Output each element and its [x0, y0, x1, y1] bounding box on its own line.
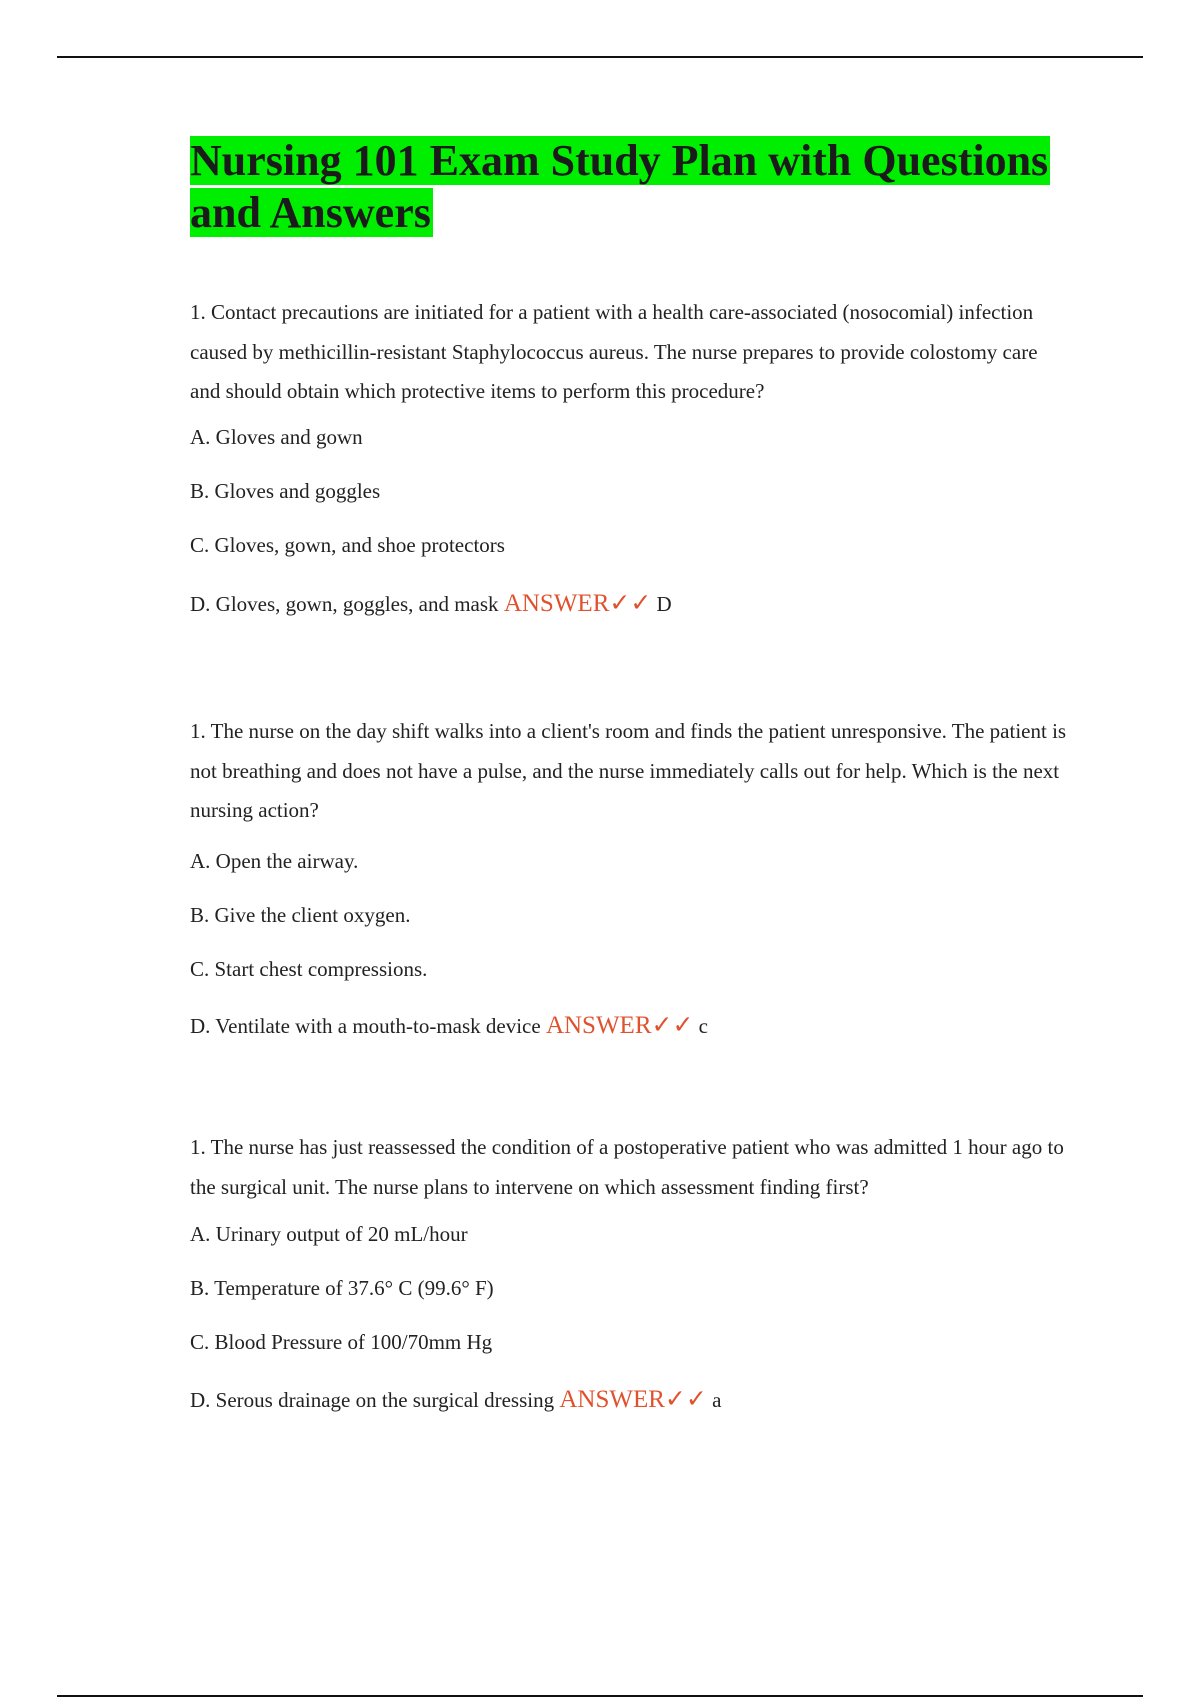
- document-page: [190, 135, 1070, 239]
- answer-label: ANSWER✓✓: [545, 1012, 694, 1039]
- option-c: C. Gloves, gown, and shoe protectors: [190, 533, 505, 557]
- option-b: B. Give the client oxygen.: [190, 903, 411, 927]
- option-d-text: D. Ventilate with a mouth-to-mask device: [190, 1014, 541, 1038]
- option-b: B. Temperature of 37.6° C (99.6° F): [190, 1276, 494, 1300]
- document-title: [190, 135, 1070, 239]
- answer-label: ANSWER✓✓: [559, 1386, 707, 1413]
- answer-value: a: [712, 1388, 722, 1412]
- question-block: [190, 293, 1070, 617]
- question-text: 1. The nurse on the day shift walks into a client's room and finds the patient unresponsive. The patient is not breathing and does not have a pulse, and the nurse immediately calls out for help. Which is the next nursing action?: [190, 719, 1067, 822]
- question-block: [190, 712, 1070, 1039]
- option-c: C. Start chest compressions.: [190, 957, 428, 981]
- option-a: A. Urinary output of 20 mL/hour: [190, 1222, 468, 1246]
- top-rule: [57, 56, 1143, 58]
- option-d: [190, 590, 672, 618]
- option-b: B. Gloves and goggles: [190, 479, 381, 503]
- question-block: [190, 1128, 1070, 1413]
- option-d: [190, 1012, 708, 1040]
- answer-value: D: [656, 592, 672, 616]
- answer-value: c: [698, 1014, 708, 1038]
- title-highlight: Nursing 101 Exam Study Plan with Questions and Answers: [190, 136, 1049, 237]
- bottom-rule: [57, 1695, 1143, 1697]
- answer-label: ANSWER✓✓: [503, 590, 652, 617]
- option-a: A. Open the airway.: [190, 849, 359, 873]
- question-text: 1. Contact precautions are initiated for a patient with a health care-associated (nosocomial) infection caused by methicillin-resistant Staphylococcus aureus. The nurse prepares to provide colostomy care and should obtain which protective items to perform this procedure?: [190, 300, 1038, 403]
- option-d: [190, 1386, 721, 1414]
- option-a: A. Gloves and gown: [190, 425, 363, 449]
- option-d-text: D. Serous drainage on the surgical dressing: [190, 1388, 555, 1412]
- question-text: 1. The nurse has just reassessed the condition of a postoperative patient who was admitted 1 hour ago to the surgical unit. The nurse plans to intervene on which assessment finding first?: [190, 1135, 1064, 1199]
- option-c: C. Blood Pressure of 100/70mm Hg: [190, 1330, 493, 1354]
- option-d-text: D. Gloves, gown, goggles, and mask: [190, 592, 499, 616]
